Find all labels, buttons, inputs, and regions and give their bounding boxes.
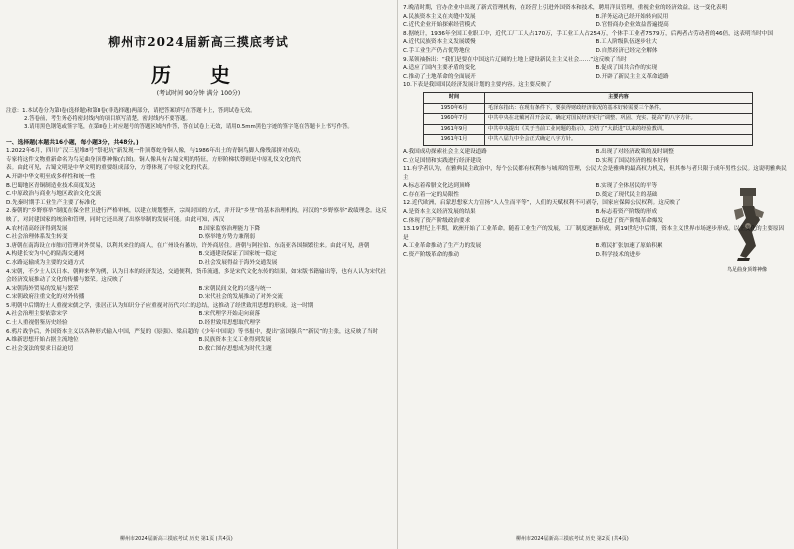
option-d: D.自然经济已经完全解体 [595, 47, 658, 54]
option-c: C.资产阶级革命的推动 [403, 252, 460, 259]
question-options [6, 225, 391, 242]
option-c: C.近代企业开始探索经营模式 [403, 22, 476, 29]
note-1: 注意：1.本试卷分为第Ⅰ卷(选择题)和第Ⅱ卷(非选择题)两部分，请把答案填写在答题卡上，答到试卷无效。 [6, 107, 256, 114]
option-b: B.殖民扩张加速了原始积累 [595, 243, 663, 250]
page-divider [397, 0, 398, 549]
option-a: A.适应了国内主要矛盾的变化 [403, 65, 476, 72]
table-header-cell: 时间 [424, 92, 485, 103]
question-text: 10.下表是我国国民经济发展计划的主要内容。这主要反映了 [403, 82, 552, 89]
table-cell-time: 1960年7月 [424, 114, 485, 125]
option-b: B.洋务运动已经开始转向民用 [595, 13, 669, 20]
table-cell-content: 中共中央在北戴河召开会议，确定对国民经济实行“调整、巩固、充实、提高”的八字方针。 [485, 114, 753, 125]
option-c: C.宋朝政府注重文化的对外传播 [6, 294, 85, 301]
question-text: 1.2022年6月，四川广汉三星堆8号“祭祀坑”新发现一件顶尊蛇身铜人像，与1986年出土的青铜鸟脚人像残部拼对成功，专家将这件文物重新命名为鸟足曲身顶尊神像(右图)。铜人像具有古蜀文明的特征，方形阶梯状尊则是中原礼仪文化的代表。由此可见，古蜀文明是中华文明的重要组成部分，方尊体现了中原文化的代表。 [6, 148, 305, 172]
option-c: C.手工业生产仍占优势地位 [403, 47, 471, 54]
option-c: C.社会治理体系发生转变 [6, 234, 68, 241]
option-d: D.社会发展得益于海外交通发展 [198, 259, 278, 266]
option-a: A.标志着希腊文化达到顶峰 [403, 183, 471, 190]
question-options [403, 242, 788, 259]
question-text: 7.晚清时期，官办企业中出现了新式管理机构，在经营上引进外国资本和技术，聘用洋员管理，重视企业的经济效益。这一变化表明 [403, 5, 728, 11]
option-d: D.官督商办企业效益普遍提高 [595, 22, 669, 29]
table-row [424, 124, 753, 135]
option-a: A.农村清高经济得到发展 [6, 225, 68, 232]
question-text: 11.有学者认为，在雅典民主政治中，每个公民都有权利参与城邦的管理，公民大会是雅典的最高权力机关，但其参与者只限于成年男性公民。这说明雅典民主 [403, 166, 787, 181]
page-2-footer: 柳州市2024届新高三摸底考试 历史 第2页 (共4页) [516, 536, 629, 542]
question-text: 5.明朝中后期的士人重视宋儒之学，张居正认为知识分子应重视对历代兴亡的总结，这推动了经世致用思想的形成。这一时期 [6, 302, 314, 309]
page-2 [403, 4, 788, 536]
option-b: B.国家监察治理能力下降 [198, 225, 261, 232]
option-a: A.开辟中华文明至成多样性和统一性 [6, 173, 96, 180]
question-options [403, 182, 788, 199]
option-c: C.体现了资产阶级政治要求 [403, 217, 471, 224]
question-options [6, 285, 391, 302]
option-a: A.近代民族资本主义发展缓慢 [403, 39, 476, 46]
option-c: C.存在着一定的局限性 [403, 191, 460, 198]
question-options [403, 38, 788, 55]
question-options [6, 250, 391, 267]
question-text: 2.秦朝的“乡野察举”制度在保全世卫进行严格审核，以建立规划整齐，宗周封国的方式，并开设“乡里”的基本治理机构，河汉的“乡野察举”政绩理念。这反映了，对封建国家的统治和管理，同时它还出现了出察举制的发展可能。由此可知，西汉 [6, 208, 387, 223]
option-b: B.出现了对经济政策的及时调整 [595, 148, 674, 155]
question-9 [403, 56, 788, 82]
option-b: B.民族资本主义工业得到发展 [198, 337, 272, 344]
option-b: B.实现了全体居民的平等 [595, 183, 658, 190]
option-a: A.宋朝海外贸易的发展与繁荣 [6, 285, 79, 292]
table-header-cell: 主要内容 [485, 92, 753, 103]
question-4 [6, 268, 391, 302]
option-b: B.促成了国共合作的实现 [595, 65, 658, 72]
option-c: C.社会变法的要求日益迫切 [6, 345, 74, 352]
option-c: C.立足国情和实践进行经济建设 [403, 157, 482, 164]
question-7 [403, 4, 788, 30]
question-text: 12.近代欧洲，启蒙思想家大力宣扬“人人生而平等”，人们的天赋权利不可剥夺，国家应保障公民权利。这反映了 [403, 200, 681, 207]
option-c: C.推动了土地革命的全面展开 [403, 73, 476, 80]
question-3 [6, 242, 391, 268]
option-b: B.宋代理学开始走向衰落 [198, 311, 261, 318]
option-d: D.救亡图存思想成为时代主题 [198, 345, 272, 352]
option-d: D.宋代社会的发展推动了对外交流 [198, 294, 283, 301]
exam-title: 柳州市2024届新高三摸底考试 [108, 35, 289, 49]
question-text: 3.唐朝在南海设立市舶司管理对外贸易，以利其来往的商人，在广州设有蕃坊，许外商居住。唐朝与阿拉伯、东南亚各国频繁往来。由此可见，唐朝 [6, 242, 370, 249]
note-2: 2.答卷前，考生务必将密封线内的项目填写清楚，密封线内不要答题。 [24, 115, 191, 122]
option-a: A.维新思想开始占据主流地位 [6, 337, 79, 344]
question-options [403, 13, 788, 30]
option-a: A.构建长安为中心的陆海交通网 [6, 251, 85, 258]
option-a: A.工业革命推动了生产力的发展 [403, 243, 482, 250]
table-row [424, 135, 753, 146]
image-caption: 鸟足曲身顶尊神像 [726, 267, 767, 273]
table-cell-time: 1961年1月 [424, 135, 485, 146]
option-d: D.实现了国民经济的根本好转 [595, 157, 669, 164]
option-c: C.水路运输成为主要的交通方式 [6, 259, 85, 266]
question-options [403, 64, 788, 81]
section-heading: 一、选择题(本题共16小题，每小题3分，共48分。) [6, 139, 139, 146]
option-d: D.开辟了新民主主义革命道路 [595, 73, 669, 80]
question-text: 9.某领袖指出：“我们是要在中国这片辽阔的土地上建设新民主主义社会……”这反映了当时 [403, 56, 627, 63]
table-cell-content: 中共八届九中全会正式确定八字方针。 [485, 135, 753, 146]
question-text: 4.宋朝，不少士人以日本、朝鲜来华为例，认为日本的经济发达，交通便利，货币流通，多是宋代文化东传的结果，如宋版书籍输出等，也有人认为宋代社会经济发展推动了文化的传播与繁荣。这反映了 [6, 268, 387, 284]
option-a: A.是资本主义经济发展的结果 [403, 209, 476, 216]
option-d: D.科学技术的进步 [595, 252, 641, 259]
exam-meta: (考试时间 90分钟 满分 100分) [156, 90, 241, 97]
table-row [424, 103, 753, 114]
table-cell-content: 中共中央提出《关于当前工业问题的指示》，总结了“大跃进”以来的经验教训。 [485, 124, 753, 135]
table-cell-content: 毛泽东指出：在现有条件下，要获得财政经济状况的基本好转需要三个条件。 [485, 103, 753, 114]
table-cell-time: 1950年6月 [424, 103, 485, 114]
question-8 [403, 30, 788, 56]
page-1-footer: 柳州市2024届新高三摸底考试 历史 第1页 (共4页) [120, 536, 233, 542]
note-3: 3.请用黑色钢笔或签字笔，在第Ⅱ卷上对应题号的答题区域内作答，答在试卷上无效，请用0.5mm黑色字迹的签字笔在答题卡上书写作答。 [24, 123, 353, 130]
question-options [6, 310, 391, 327]
question-options [6, 173, 306, 207]
page-1 [6, 4, 391, 536]
option-d: D.奠定了现代民主的基础 [595, 191, 658, 198]
question-options [6, 336, 391, 353]
option-b: B.宋朝民间文化的兴盛与统一 [198, 285, 272, 292]
option-d: D.经世致用思想取代理学 [198, 320, 261, 327]
option-c: C.士人重视借鉴历史经验 [6, 320, 68, 327]
option-a: A.民族资本主义在夹缝中发展 [403, 13, 476, 20]
question-11 [403, 165, 788, 199]
option-a: A.社会治理主要依靠宋学 [6, 311, 68, 318]
table-header-row [424, 92, 753, 103]
exam-notes [6, 107, 391, 131]
option-d: D.察举地方势力兼削弱 [198, 234, 255, 241]
question-6 [6, 328, 391, 354]
option-d: D.促进了资产阶级革命爆发 [595, 217, 664, 224]
subject-title: 历 史 [151, 63, 246, 87]
question-2 [6, 207, 391, 241]
question-options [403, 148, 788, 165]
question-text: 8.据统计，1936年全国工业职工中，近代工厂工人占170万，手工业工人占254万，个体手工业者7579万，后两者占劳动者的46倍，这表明当时中国 [403, 30, 773, 37]
question-options [403, 208, 788, 225]
option-c: C.中原政治与商业与地区政治文化交流 [6, 191, 102, 198]
question-text: 6.鸦片战争后，外国资本主义以各种形式输入中国，严复的《原强》、梁启超的《少年中国说》等书报中，提出“富国强兵”“新民”的主张，这反映了当时 [6, 328, 379, 335]
option-b: B.标志着资产阶级的形成 [595, 209, 658, 216]
option-b: B.工人阶级队伍逐步壮大 [595, 39, 658, 46]
option-d: D.先秦时期手工业生产主要了标准化 [6, 199, 96, 206]
option-a: A.我国成功探索社会主义建设道路 [403, 148, 487, 155]
question-13 [403, 225, 788, 259]
question-text: 13.19世纪上半期，欧洲开始了工业革命。随着工业生产的发展，工厂制度逐渐形成。到19世纪中后期，资本主义世界市场逐步形成。以上变化的主要原因是 [403, 226, 785, 241]
question-1 [6, 147, 306, 207]
table-cell-time: 1961年9月 [424, 124, 485, 135]
option-b: B.巴蜀地区青铜制造业技术高度发达 [6, 182, 96, 189]
question-10-table [423, 92, 753, 146]
question-5 [6, 302, 391, 328]
question-12 [403, 199, 788, 225]
option-b: B.交通建设保证了国家统一稳定 [198, 251, 277, 258]
question-10 [403, 81, 788, 165]
table-row [424, 114, 753, 125]
